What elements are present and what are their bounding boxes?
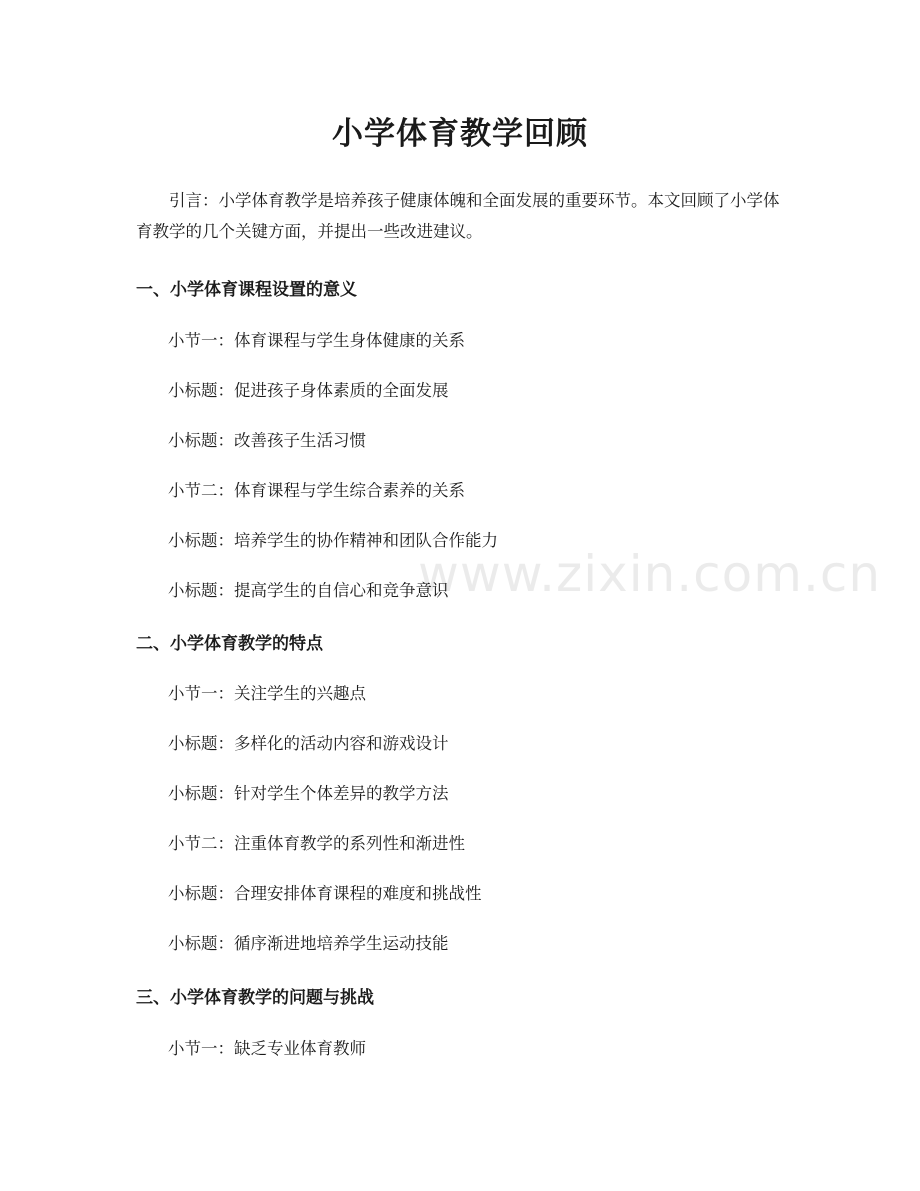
list-item: 小标题：培养学生的协作精神和团队合作能力 — [168, 531, 498, 550]
list-item: 小标题：多样化的活动内容和游戏设计 — [168, 734, 449, 753]
list-item: 小标题：循序渐进地培养学生运动技能 — [168, 934, 449, 953]
section-heading-3: 三、小学体育教学的问题与挑战 — [136, 988, 374, 1008]
list-item: 小标题：合理安排体育课程的难度和挑战性 — [168, 884, 482, 903]
intro-paragraph: 引言：小学体育教学是培养孩子健康体魄和全面发展的重要环节。本文回顾了小学体育教学的几个关键方面，并提出一些改进建议。 — [136, 191, 780, 241]
list-item: 小节一：缺乏专业体育教师 — [168, 1039, 366, 1058]
document-title: 小学体育教学回顾 — [332, 116, 588, 152]
section-heading-1: 一、小学体育课程设置的意义 — [136, 280, 357, 300]
list-item: 小节一：体育课程与学生身体健康的关系 — [168, 331, 465, 350]
list-item: 小标题：针对学生个体差异的教学方法 — [168, 784, 449, 803]
list-item: 小节一：关注学生的兴趣点 — [168, 684, 366, 703]
watermark: www.zixin.com.cn — [418, 545, 882, 603]
list-item: 小节二：体育课程与学生综合素养的关系 — [168, 481, 465, 500]
list-item: 小节二：注重体育教学的系列性和渐进性 — [168, 834, 465, 853]
list-item: 小标题：改善孩子生活习惯 — [168, 431, 366, 450]
list-item: 小标题：提高学生的自信心和竞争意识 — [168, 581, 449, 600]
section-heading-2: 二、小学体育教学的特点 — [136, 634, 323, 654]
list-item: 小标题：促进孩子身体素质的全面发展 — [168, 381, 449, 400]
